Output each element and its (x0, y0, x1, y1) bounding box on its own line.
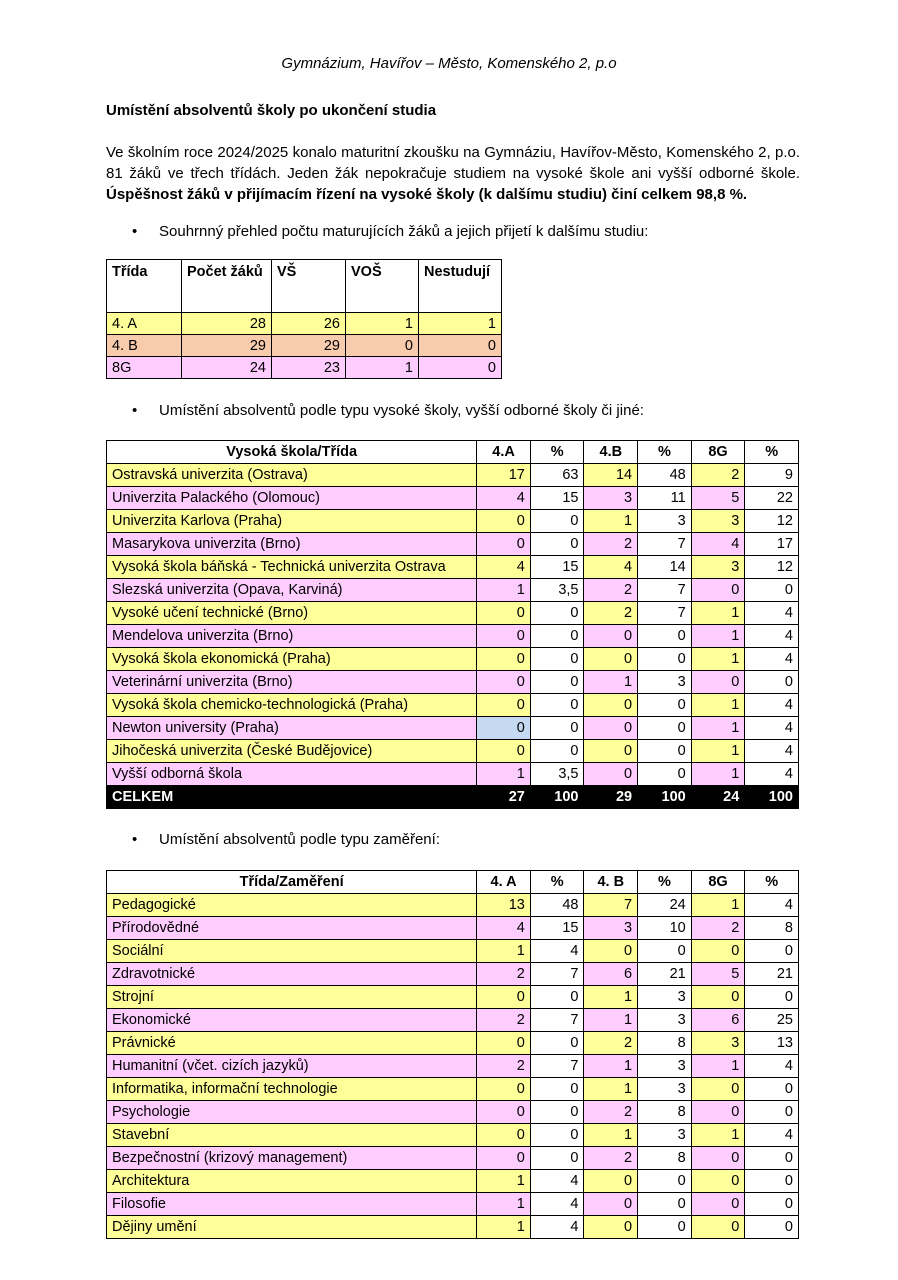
table-row (107, 694, 799, 717)
table-cell: 0 (691, 1193, 745, 1216)
table-row (107, 335, 502, 357)
table-cell: 3 (691, 1032, 745, 1055)
table-cell: 0 (477, 510, 531, 533)
table-cell: 1 (691, 648, 745, 671)
table-cell: 8 (638, 1147, 692, 1170)
table-cell: 0 (638, 648, 692, 671)
table-cell: 0 (530, 671, 584, 694)
table-cell: 0 (691, 986, 745, 1009)
table-cell: 15 (530, 556, 584, 579)
table-cell: 0 (638, 1170, 692, 1193)
table-cell: 1 (584, 986, 638, 1009)
table-cell: 0 (638, 1193, 692, 1216)
summary-table (106, 259, 502, 379)
table-cell: 4 (745, 1124, 799, 1147)
table-cell: 0 (745, 1101, 799, 1124)
table-cell: 0 (530, 1032, 584, 1055)
table-cell: 4 (477, 556, 531, 579)
table-cell: Psychologie (107, 1101, 477, 1124)
bullet-text: Umístění absolventů podle typu zaměření: (159, 831, 440, 848)
table-row (107, 917, 799, 940)
table-header-cell: 4.B (584, 441, 638, 464)
table-row (107, 1101, 799, 1124)
table-row (107, 487, 799, 510)
table-cell: 24 (182, 357, 272, 379)
table-row (107, 533, 799, 556)
table-header-cell: % (745, 441, 799, 464)
table-cell: 0 (691, 579, 745, 602)
table-header-cell: Počet žáků (182, 260, 272, 313)
table-cell: 7 (584, 894, 638, 917)
table-cell: Jihočeská univerzita (České Budějovice) (107, 740, 477, 763)
table-cell: 8 (745, 917, 799, 940)
table-cell: 0 (477, 740, 531, 763)
table-cell: 0 (584, 625, 638, 648)
table-cell: 1 (691, 763, 745, 786)
table-header-cell: % (638, 871, 692, 894)
table-cell: 0 (584, 740, 638, 763)
table-cell: 21 (638, 963, 692, 986)
table-cell: 17 (745, 533, 799, 556)
table-cell: 0 (530, 1078, 584, 1101)
bullet-dot-icon: • (132, 402, 138, 419)
table-cell: 1 (584, 1078, 638, 1101)
table-cell: 0 (477, 1124, 531, 1147)
table-row (107, 740, 799, 763)
table-cell: Veterinární univerzita (Brno) (107, 671, 477, 694)
table-cell: 1 (691, 602, 745, 625)
bullet-focus (132, 831, 440, 848)
table-cell: Ekonomické (107, 1009, 477, 1032)
bullet-dot-icon: • (132, 831, 138, 848)
table-cell: 7 (530, 1009, 584, 1032)
table-cell: Přírodovědné (107, 917, 477, 940)
table-cell: 0 (477, 602, 531, 625)
intro-paragraph (106, 142, 800, 205)
table-cell: 1 (477, 940, 531, 963)
table-cell: 2 (584, 579, 638, 602)
table-row (107, 625, 799, 648)
table-cell: 6 (691, 1009, 745, 1032)
table-cell: 0 (638, 740, 692, 763)
table-row (107, 1078, 799, 1101)
table-cell: 4 (745, 763, 799, 786)
table-header-cell: % (530, 871, 584, 894)
table-row (107, 671, 799, 694)
table-cell: 14 (638, 556, 692, 579)
table-cell: 0 (419, 357, 502, 379)
university-table (106, 440, 799, 809)
table-cell: Newton university (Praha) (107, 717, 477, 740)
table-row (107, 940, 799, 963)
table-cell: 0 (584, 1170, 638, 1193)
table-cell: 100 (530, 786, 584, 809)
table-cell: Právnické (107, 1032, 477, 1055)
table-header-cell: % (530, 441, 584, 464)
table-cell: 7 (638, 579, 692, 602)
table-row (107, 1193, 799, 1216)
table-cell: 0 (691, 1147, 745, 1170)
table-cell: 0 (584, 694, 638, 717)
table-cell: 22 (745, 487, 799, 510)
table-cell: 1 (477, 1216, 531, 1239)
table-header-cell: 4.A (477, 441, 531, 464)
table-cell: 0 (745, 1170, 799, 1193)
table-cell: 4 (745, 625, 799, 648)
table-cell: Stavební (107, 1124, 477, 1147)
table-cell: 48 (530, 894, 584, 917)
table-cell: 28 (182, 313, 272, 335)
table-cell: Strojní (107, 986, 477, 1009)
table-cell: 14 (584, 464, 638, 487)
bullet-dot-icon: • (132, 223, 138, 240)
table-cell: Masarykova univerzita (Brno) (107, 533, 477, 556)
table-cell: 4 (745, 894, 799, 917)
table-row (107, 1055, 799, 1078)
table-cell: Univerzita Palackého (Olomouc) (107, 487, 477, 510)
table-cell: 8G (107, 357, 182, 379)
table-header-cell: VŠ (272, 260, 346, 313)
table-cell: 0 (745, 671, 799, 694)
table-cell: 3 (638, 1055, 692, 1078)
table-cell: 2 (477, 963, 531, 986)
table-cell: Filosofie (107, 1193, 477, 1216)
table-header-cell: 4. A (477, 871, 531, 894)
table-cell: 3 (638, 1124, 692, 1147)
table-cell: 15 (530, 917, 584, 940)
table-cell: 2 (477, 1009, 531, 1032)
table-cell: 4 (584, 556, 638, 579)
table-cell: 0 (745, 1147, 799, 1170)
intro-text: Ve školním roce 2024/2025 konalo maturitní zkoušku na Gymnáziu, Havířov-Město, Komenského 2, p.o. 81 žáků ve třech třídách. Jeden žák nepokračuje studiem na vysoké škole ani vyšší odborné škole. (106, 144, 800, 182)
table-header-cell: Vysoká škola/Třída (107, 441, 477, 464)
table-cell: 4 (477, 917, 531, 940)
table-cell: 1 (584, 510, 638, 533)
table-cell: 29 (182, 335, 272, 357)
table-cell: 0 (745, 1078, 799, 1101)
total-row (107, 786, 799, 809)
bullet-text: Umístění absolventů podle typu vysoké školy, vyšší odborné školy či jiné: (159, 402, 644, 419)
table-row (107, 510, 799, 533)
table-row (107, 1009, 799, 1032)
table-cell: CELKEM (107, 786, 477, 809)
table-cell: 13 (477, 894, 531, 917)
table-cell: 0 (530, 1147, 584, 1170)
table-cell: 3 (691, 510, 745, 533)
table-row (107, 464, 799, 487)
table-cell: 3,5 (530, 579, 584, 602)
table-cell: Vysoká škola báňská - Technická univerzita Ostrava (107, 556, 477, 579)
table-cell: 1 (584, 671, 638, 694)
table-cell: Univerzita Karlova (Praha) (107, 510, 477, 533)
table-cell: Humanitní (včet. cizích jazyků) (107, 1055, 477, 1078)
table-cell: 63 (530, 464, 584, 487)
table-cell: 0 (477, 986, 531, 1009)
table-cell: 4 (745, 648, 799, 671)
table-cell: 0 (477, 1147, 531, 1170)
table-cell: 0 (638, 717, 692, 740)
table-cell: 0 (638, 940, 692, 963)
table-cell: 29 (584, 786, 638, 809)
table-cell: Sociální (107, 940, 477, 963)
table-cell: 0 (584, 763, 638, 786)
table-cell: 4 (745, 717, 799, 740)
table-header-cell: 8G (691, 441, 745, 464)
table-cell: 1 (691, 1055, 745, 1078)
table-header-cell: % (638, 441, 692, 464)
table-cell: 10 (638, 917, 692, 940)
table-cell: Bezpečnostní (krizový management) (107, 1147, 477, 1170)
table-cell: 1 (477, 763, 531, 786)
table-cell: Pedagogické (107, 894, 477, 917)
table-cell: 2 (691, 917, 745, 940)
table-cell: 8 (638, 1032, 692, 1055)
table-cell: 0 (530, 533, 584, 556)
table-cell: 15 (530, 487, 584, 510)
table-cell: 1 (691, 1124, 745, 1147)
table-cell: 1 (584, 1055, 638, 1078)
table-cell: 100 (745, 786, 799, 809)
page-heading: Umístění absolventů školy po ukončení studia (106, 102, 437, 119)
table-cell: 11 (638, 487, 692, 510)
table-row (107, 1147, 799, 1170)
table-row (107, 602, 799, 625)
table-cell: 0 (691, 1216, 745, 1239)
table-cell: 1 (419, 313, 502, 335)
table-cell: 1 (691, 894, 745, 917)
table-header-cell: % (745, 871, 799, 894)
table-cell: 4 (477, 487, 531, 510)
table-cell: Informatika, informační technologie (107, 1078, 477, 1101)
table-cell: 0 (530, 740, 584, 763)
table-cell: 0 (745, 1193, 799, 1216)
table-row (107, 357, 502, 379)
table-cell: 0 (584, 940, 638, 963)
table-cell: 1 (691, 717, 745, 740)
table-cell: 5 (691, 963, 745, 986)
table-cell: 9 (745, 464, 799, 487)
table-cell: 2 (584, 1101, 638, 1124)
table-cell: 27 (477, 786, 531, 809)
table-cell: 0 (691, 671, 745, 694)
table-cell: Vysoké učení technické (Brno) (107, 602, 477, 625)
table-cell: 2 (691, 464, 745, 487)
table-cell: 17 (477, 464, 531, 487)
table-cell: 0 (530, 1101, 584, 1124)
table-row (107, 986, 799, 1009)
table-cell: 2 (477, 1055, 531, 1078)
table-cell: Ostravská univerzita (Ostrava) (107, 464, 477, 487)
table-cell: 0 (530, 602, 584, 625)
bullet-text: Souhrnný přehled počtu maturujících žáků a jejich přijetí k dalšímu studiu: (159, 223, 649, 240)
table-cell: Dějiny umění (107, 1216, 477, 1239)
table-cell: 4. B (107, 335, 182, 357)
table-cell: 0 (477, 1078, 531, 1101)
table-header-cell: Nestudují (419, 260, 502, 313)
table-cell: 0 (584, 717, 638, 740)
table-cell: 0 (691, 1078, 745, 1101)
table-cell: 8 (638, 1101, 692, 1124)
table-cell: 4 (745, 1055, 799, 1078)
table-cell: 3 (638, 510, 692, 533)
table-cell: 4. A (107, 313, 182, 335)
table-cell: 4 (745, 740, 799, 763)
table-cell: 0 (530, 986, 584, 1009)
table-cell: 4 (530, 940, 584, 963)
table-cell: 0 (691, 940, 745, 963)
table-cell: 0 (638, 1216, 692, 1239)
table-cell: 2 (584, 1032, 638, 1055)
table-cell: 12 (745, 556, 799, 579)
table-cell: 0 (477, 694, 531, 717)
table-cell: 4 (745, 602, 799, 625)
table-cell: 25 (745, 1009, 799, 1032)
table-cell: 3 (638, 671, 692, 694)
table-cell: 0 (530, 1124, 584, 1147)
table-cell: Vysoká škola chemicko-technologická (Praha) (107, 694, 477, 717)
table-cell: 26 (272, 313, 346, 335)
table-cell: 3 (584, 917, 638, 940)
table-cell: 29 (272, 335, 346, 357)
table-cell: 0 (530, 510, 584, 533)
table-cell: 0 (745, 940, 799, 963)
table-cell: 21 (745, 963, 799, 986)
table-cell: 1 (346, 357, 419, 379)
table-cell: 1 (691, 694, 745, 717)
table-cell: 0 (477, 648, 531, 671)
table-header-cell: VOŠ (346, 260, 419, 313)
table-header-cell: Třída/Zaměření (107, 871, 477, 894)
table-cell: 3 (638, 1009, 692, 1032)
table-cell: 6 (584, 963, 638, 986)
bullet-summary (132, 223, 648, 240)
table-cell: 0 (745, 1216, 799, 1239)
intro-bold-text: Úspěšnost žáků v přijímacím řízení na vysoké školy (k dalšímu studiu) činí celkem 98,8 %. (106, 186, 748, 203)
table-cell: 7 (530, 1055, 584, 1078)
focus-table (106, 870, 799, 1239)
table-row (107, 1032, 799, 1055)
table-cell: 1 (477, 1193, 531, 1216)
table-cell: 100 (638, 786, 692, 809)
table-cell: 2 (584, 1147, 638, 1170)
table-cell: 0 (477, 1101, 531, 1124)
table-cell: 23 (272, 357, 346, 379)
school-header: Gymnázium, Havířov – Město, Komenského 2, p.o (281, 55, 617, 72)
table-cell: 2 (584, 602, 638, 625)
table-cell: 2 (584, 533, 638, 556)
table-cell: 0 (638, 763, 692, 786)
bullet-universities (132, 402, 644, 419)
table-cell: 24 (638, 894, 692, 917)
table-cell: 48 (638, 464, 692, 487)
table-cell: 0 (584, 1216, 638, 1239)
table-cell: Vysoká škola ekonomická (Praha) (107, 648, 477, 671)
table-cell: 0 (530, 625, 584, 648)
table-row (107, 894, 799, 917)
table-cell: 1 (584, 1009, 638, 1032)
table-row (107, 648, 799, 671)
table-cell: 0 (584, 1193, 638, 1216)
table-header-cell: 8G (691, 871, 745, 894)
table-cell: 4 (745, 694, 799, 717)
table-cell: 0 (691, 1101, 745, 1124)
table-cell: 3 (638, 986, 692, 1009)
table-row (107, 556, 799, 579)
table-row (107, 963, 799, 986)
table-cell: 0 (346, 335, 419, 357)
table-cell: 1 (584, 1124, 638, 1147)
table-cell: 7 (638, 602, 692, 625)
table-cell: 4 (530, 1170, 584, 1193)
table-cell: Slezská univerzita (Opava, Karviná) (107, 579, 477, 602)
table-row (107, 1170, 799, 1193)
table-cell: 0 (745, 986, 799, 1009)
table-row (107, 1216, 799, 1239)
table-cell: Vyšší odborná škola (107, 763, 477, 786)
table-cell: 3 (584, 487, 638, 510)
table-cell: 24 (691, 786, 745, 809)
table-cell: 3 (691, 556, 745, 579)
table-cell: 0 (477, 533, 531, 556)
table-cell: 0 (477, 671, 531, 694)
table-row (107, 313, 502, 335)
table-row (107, 1124, 799, 1147)
table-cell: 0 (530, 717, 584, 740)
table-cell: 1 (346, 313, 419, 335)
table-row (107, 763, 799, 786)
table-cell: 0 (477, 717, 531, 740)
table-cell: 7 (530, 963, 584, 986)
table-cell: 13 (745, 1032, 799, 1055)
table-cell: 3 (638, 1078, 692, 1101)
table-row (107, 717, 799, 740)
table-header-cell: Třída (107, 260, 182, 313)
table-cell: 0 (691, 1170, 745, 1193)
table-cell: 4 (530, 1193, 584, 1216)
table-cell: 1 (691, 740, 745, 763)
table-cell: Zdravotnické (107, 963, 477, 986)
table-cell: Mendelova univerzita (Brno) (107, 625, 477, 648)
table-row (107, 579, 799, 602)
table-cell: 0 (419, 335, 502, 357)
table-header-cell: 4. B (584, 871, 638, 894)
table-cell: 0 (745, 579, 799, 602)
table-cell: 0 (477, 1032, 531, 1055)
table-cell: 3,5 (530, 763, 584, 786)
table-cell: 12 (745, 510, 799, 533)
table-cell: 0 (477, 625, 531, 648)
table-cell: 7 (638, 533, 692, 556)
table-cell: 1 (691, 625, 745, 648)
table-cell: 5 (691, 487, 745, 510)
table-cell: 0 (584, 648, 638, 671)
table-cell: 0 (638, 694, 692, 717)
table-cell: 0 (638, 625, 692, 648)
table-cell: 4 (691, 533, 745, 556)
table-cell: 0 (530, 648, 584, 671)
table-cell: 1 (477, 579, 531, 602)
table-cell: Architektura (107, 1170, 477, 1193)
table-cell: 1 (477, 1170, 531, 1193)
table-cell: 0 (530, 694, 584, 717)
table-cell: 4 (530, 1216, 584, 1239)
